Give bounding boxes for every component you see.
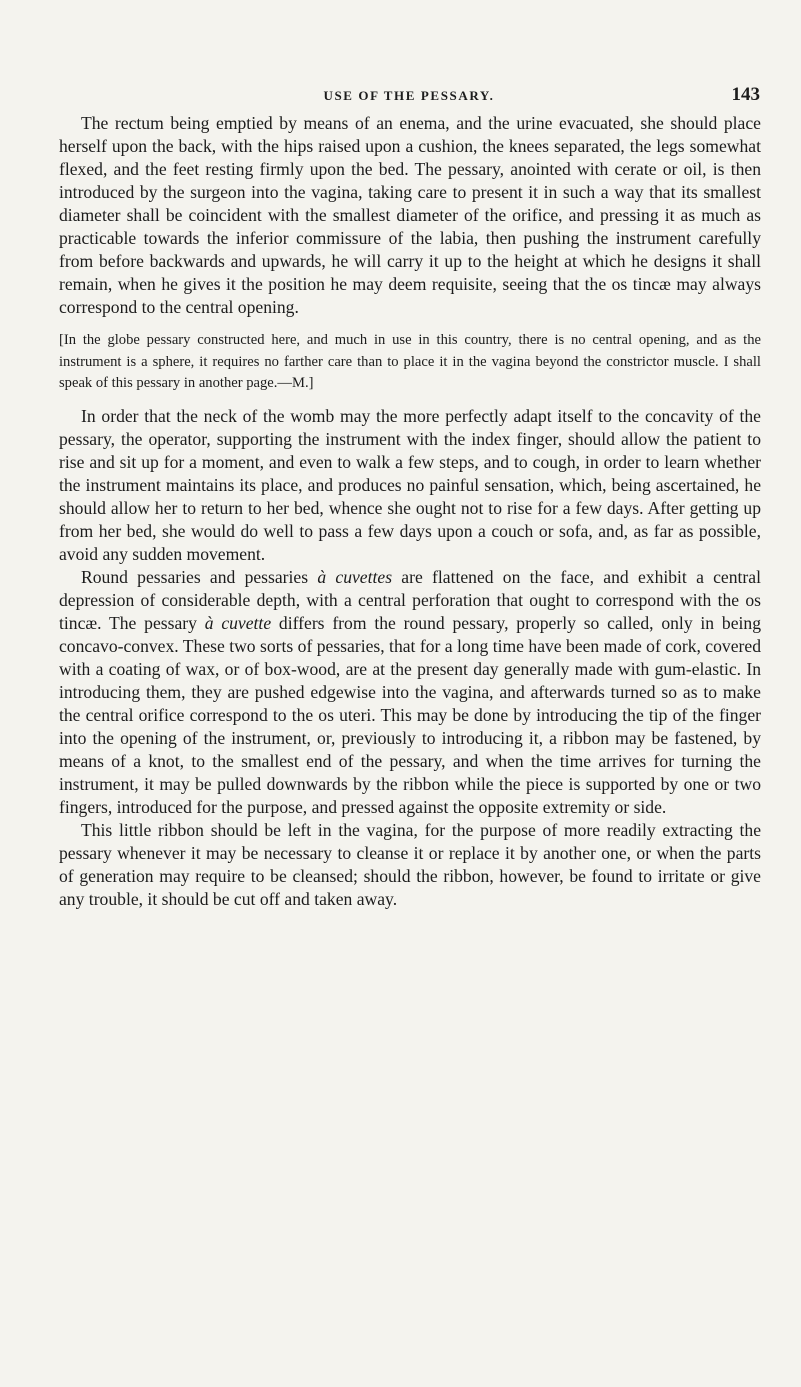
- paragraph-2: In order that the neck of the womb may the more perfectly adapt itself to the concavity of the pessary, the operator, supporting the instrument with the index finger, should allow the patient to rise and sit up for a moment, and even to walk a few steps, and to cough, in order to learn whether the instrument maintains its place, and produces no painful sensation, which, being ascertained, he should allow her to return to her bed, whence she ought not to rise for a few days. After getting up from her bed, she would do well to pass a few days upon a couch or sofa, and, as far as possible, avoid any sudden movement.: [59, 405, 761, 564]
- paragraph-4: This little ribbon should be left in the vagina, for the purpose of more readily extracting the pessary whenever it may be necessary to cleanse it or replace it by another one, or when the parts of generation may require to be cleansed; should the ribbon, however, be found to irritate or give any trouble, it should be cut off and taken away.: [59, 819, 761, 909]
- italic-term-cuvette: à cuvette: [204, 612, 272, 633]
- page-body: [59, 112, 761, 911]
- paragraph-1: The rectum being emptied by means of an enema, and the urine evacuated, she should place herself upon the back, with the hips raised upon a cushion, the knees separated, the legs somewhat flexed, and the feet resting firmly upon the bed. The pessary, anointed with cerate or oil, is then introduced by the surgeon into the vagina, taking care to present it in such a way that its smallest diameter shall be coincident with the smallest diameter of the orifice, and pressing it as much as practicable towards the inferior commissure of the labia, then pushing the instrument carefully from before backwards and upwards, he will carry it up to the height at which he designs it shall remain, when he gives it the position he may deem requisite, seeing that the os tincæ may always correspond to the central opening.: [59, 113, 761, 317]
- translator-note: [ In the globe pessary constructed here, and much in use in this country, there is no central opening, and as the instrument is a sphere, it requires no farther care than to place it in the vagina beyond the constrictor muscle. I shall speak of this pessary in another page.—M. ]: [59, 330, 761, 395]
- paragraph-3: [59, 566, 761, 819]
- page-header: [58, 82, 760, 108]
- page-number: 143: [731, 84, 760, 105]
- paragraph-3-text-c: differs from the round pessary, properly so called, only in being concavo-convex. These two sorts of pessaries, that for a long time have been made of cork, covered with a coating of wax, or of box-wood, are at the present day generally made with gum-elastic. In introducing them, they are pushed edgewise into the vagina, and afterwards turned so as to make the central orifice correspond to the os uteri. This may be done by introducing the tip of the finger into the opening of the instrument, or, previously to introducing it, a ribbon may be fastened, by means of a knot, to the smallest end of the pessary, and when the time arrives for turning the instrument, it may be pulled downwards by the ribbon while the piece is supported by one or two fingers, introduced for the purpose, and pressed against the opposite extremity or side.: [59, 612, 761, 817]
- italic-term-cuvettes: à cuvettes: [317, 566, 393, 587]
- paragraph-3-text-a: Round pessaries and pessaries: [81, 566, 318, 587]
- paragraph-3-text-b: are flattened on the face, and exhibit a central depression of considerable depth, with a central perforation that ought to correspond with the os tincæ. The pessary: [59, 566, 761, 633]
- running-title: USE OF THE PESSARY.: [323, 88, 495, 103]
